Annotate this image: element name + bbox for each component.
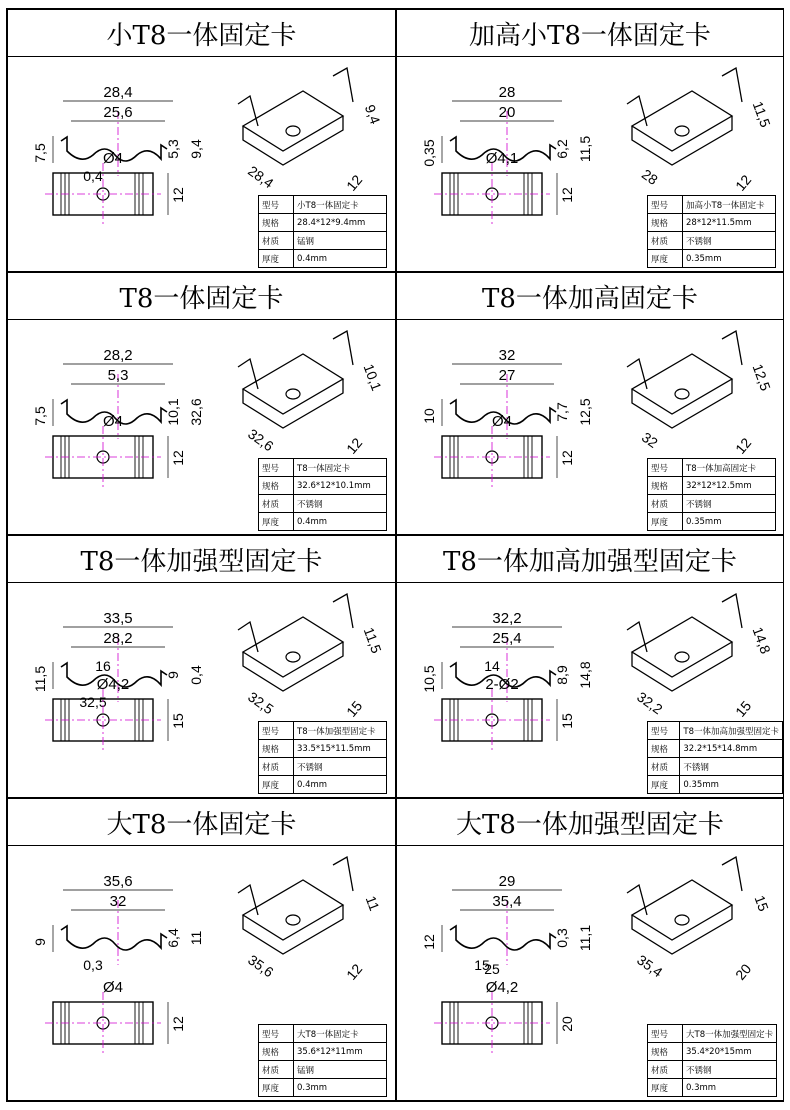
- spec-value: 0.35mm: [683, 250, 776, 268]
- dimension-label: Ø4,2: [485, 979, 519, 996]
- dimension-label: 12: [732, 434, 755, 457]
- clip-profile: [450, 926, 556, 950]
- dimension-label: 32,2: [492, 610, 522, 627]
- dimension-label: 11,5: [32, 665, 48, 693]
- spec-key: 材质: [648, 232, 683, 250]
- spec-value: T8一体加高加强型固定卡: [680, 722, 783, 740]
- clip-isometric: [632, 354, 732, 428]
- spec-row: [259, 740, 387, 758]
- clip-tab: [238, 857, 353, 915]
- clip-tab: [238, 331, 353, 389]
- spec-row: [648, 1043, 777, 1061]
- dimension-label: 12,5: [749, 361, 774, 393]
- clip-isometric: [632, 880, 732, 954]
- dimension-label: 12: [343, 434, 366, 457]
- spec-key: 厚度: [259, 513, 294, 531]
- spec-key: 规格: [648, 214, 683, 232]
- spec-value: T8一体固定卡: [294, 459, 387, 477]
- dimension-label: 6,2: [554, 139, 570, 159]
- dimension-label: 15: [170, 713, 186, 729]
- mounting-hole: [286, 126, 300, 136]
- spec-value: T8一体加高固定卡: [683, 459, 776, 477]
- spec-row: [648, 196, 776, 214]
- spec-row: [648, 1061, 777, 1079]
- dimension-label: 0,4: [188, 665, 204, 685]
- mounting-hole: [286, 389, 300, 399]
- spec-row: [259, 196, 387, 214]
- clip-tab: [238, 68, 353, 126]
- spec-row: [648, 214, 776, 232]
- dimension-label: 32,5: [245, 688, 277, 718]
- dimension-label: 9: [32, 938, 48, 946]
- spec-key: 厚度: [259, 250, 294, 268]
- spec-key: 材质: [259, 758, 294, 776]
- dimension-label: 35,4: [492, 893, 522, 910]
- dimension-label: 12: [170, 1016, 186, 1032]
- spec-value: 小T8一体固定卡: [294, 196, 387, 214]
- spec-key: 型号: [648, 722, 680, 740]
- dimension-label: 20: [559, 1016, 575, 1032]
- spec-key: 材质: [648, 1061, 683, 1079]
- dimension-label: 14,8: [577, 661, 593, 689]
- spec-row: [259, 459, 387, 477]
- dimension-label: 28: [498, 84, 516, 101]
- dimension-label: 11,1: [577, 924, 593, 952]
- spec-key: 规格: [648, 740, 680, 758]
- spec-key: 材质: [259, 495, 294, 513]
- dimension-label: Ø4,1: [485, 150, 519, 167]
- dimension-label: Ø4: [102, 413, 124, 430]
- product-title: T8一体加高固定卡: [397, 273, 783, 320]
- dimension-label: 28: [638, 165, 661, 188]
- spec-row: [259, 250, 387, 268]
- spec-key: 规格: [648, 477, 683, 495]
- product-title: T8一体加高加强型固定卡: [397, 536, 783, 583]
- spec-row: [648, 513, 776, 531]
- spec-row: [648, 1025, 777, 1043]
- dimension-label: 9: [165, 671, 181, 679]
- spec-value: 28.4*12*9.4mm: [294, 214, 387, 232]
- clip-isometric: [243, 617, 343, 691]
- spec-value: 0.4mm: [294, 776, 387, 794]
- dimension-label: 33,5: [103, 610, 133, 627]
- spec-row: [259, 513, 387, 531]
- dimension-label: 12: [421, 934, 437, 950]
- spec-key: 规格: [648, 1043, 683, 1061]
- spec-value: 大T8一体固定卡: [294, 1025, 387, 1043]
- clip-isometric: [632, 617, 732, 691]
- spec-table: [647, 458, 776, 531]
- dimension-label: 12: [559, 450, 575, 466]
- mounting-hole: [675, 126, 689, 136]
- dimension-label: 0,35: [421, 139, 437, 167]
- dimension-label: 28,4: [103, 84, 133, 101]
- spec-row: [259, 232, 387, 250]
- dimension-label: 2-Ø2: [485, 676, 519, 693]
- product-card: [396, 798, 784, 1101]
- dimension-label: 7,5: [32, 143, 48, 163]
- spec-row: [648, 495, 776, 513]
- spec-value: 大T8一体加强型固定卡: [683, 1025, 777, 1043]
- dimension-label: 20: [732, 960, 755, 983]
- dimension-label: 0,3: [554, 928, 570, 948]
- clip-profile: [61, 926, 167, 950]
- spec-value: 33.5*15*11.5mm: [294, 740, 387, 758]
- dimension-label: 7,5: [32, 406, 48, 426]
- dimension-label: 12: [559, 187, 575, 203]
- spec-row: [259, 722, 387, 740]
- spec-row: [259, 477, 387, 495]
- spec-table: [258, 1024, 387, 1097]
- spec-key: 厚度: [648, 250, 683, 268]
- product-title: T8一体固定卡: [8, 273, 395, 320]
- dimension-label: 11,5: [577, 135, 593, 163]
- dimension-label: 29: [498, 873, 516, 890]
- spec-value: 28*12*11.5mm: [683, 214, 776, 232]
- spec-row: [648, 722, 783, 740]
- mounting-hole: [286, 915, 300, 925]
- dimension-label: Ø4: [102, 979, 124, 996]
- dimension-label: 15: [751, 893, 772, 914]
- dimension-label: 25,4: [492, 630, 522, 647]
- spec-key: 规格: [259, 214, 294, 232]
- spec-key: 规格: [259, 1043, 294, 1061]
- spec-row: [648, 776, 783, 794]
- dimension-label: 10,5: [421, 665, 437, 693]
- dimension-label: 10,1: [360, 361, 385, 393]
- spec-value: 0.3mm: [683, 1079, 777, 1097]
- spec-key: 材质: [259, 232, 294, 250]
- dimension-label: 12: [343, 960, 366, 983]
- spec-row: [648, 477, 776, 495]
- dimension-label: 32: [109, 893, 127, 910]
- product-card: [7, 272, 396, 535]
- spec-key: 厚度: [259, 776, 294, 794]
- clip-tab: [627, 68, 742, 126]
- clip-isometric: [243, 91, 343, 165]
- dimension-label: 10,1: [165, 398, 181, 426]
- spec-row: [259, 1043, 387, 1061]
- product-card: [396, 9, 784, 272]
- spec-value: 不锈钢: [683, 1061, 777, 1079]
- dimension-label: 14: [484, 658, 500, 674]
- clip-tab: [627, 857, 742, 915]
- dimension-label: 25,6: [103, 104, 133, 121]
- spec-value: 不锈钢: [680, 758, 783, 776]
- spec-key: 型号: [259, 459, 294, 477]
- spec-value: 0.3mm: [294, 1079, 387, 1097]
- dimension-label: 12: [170, 450, 186, 466]
- dimension-label: 11,5: [360, 625, 385, 656]
- product-card: [7, 798, 396, 1101]
- dimension-label: 12: [170, 187, 186, 203]
- spec-value: 0.35mm: [683, 513, 776, 531]
- dimension-label: 12: [343, 171, 366, 194]
- dimension-label: 35,6: [245, 951, 277, 981]
- spec-row: [259, 214, 387, 232]
- spec-value: 0.35mm: [680, 776, 783, 794]
- spec-value: 32.6*12*10.1mm: [294, 477, 387, 495]
- dimension-label: 27: [498, 367, 516, 384]
- dimension-label: Ø4: [491, 413, 513, 430]
- dimension-label: 9,4: [361, 102, 384, 127]
- dimension-label: 32,2: [634, 688, 666, 718]
- spec-row: [259, 1025, 387, 1043]
- spec-row: [259, 1061, 387, 1079]
- spec-key: 规格: [259, 477, 294, 495]
- product-card: [396, 535, 784, 798]
- dimension-label: 15: [474, 957, 490, 973]
- mounting-hole: [675, 652, 689, 662]
- spec-key: 型号: [648, 196, 683, 214]
- spec-value: 不锈钢: [683, 495, 776, 513]
- product-title: 大T8一体加强型固定卡: [397, 799, 783, 846]
- dimension-label: 28,4: [245, 162, 277, 192]
- spec-value: 锰钢: [294, 1061, 387, 1079]
- spec-key: 型号: [648, 1025, 683, 1043]
- spec-row: [648, 232, 776, 250]
- dimension-label: 12: [732, 171, 755, 194]
- product-title: 小T8一体固定卡: [8, 10, 395, 57]
- dimension-label: 32,5: [79, 694, 107, 710]
- clip-isometric: [243, 880, 343, 954]
- dimension-label: 0,4: [83, 168, 103, 184]
- spec-value: 锰钢: [294, 232, 387, 250]
- spec-key: 厚度: [259, 1079, 294, 1097]
- product-title: T8一体加强型固定卡: [8, 536, 395, 583]
- spec-value: 不锈钢: [294, 758, 387, 776]
- product-card: [7, 535, 396, 798]
- spec-value: 不锈钢: [294, 495, 387, 513]
- dimension-label: 11: [188, 930, 204, 946]
- spec-key: 材质: [648, 495, 683, 513]
- spec-key: 材质: [648, 758, 680, 776]
- spec-key: 型号: [259, 1025, 294, 1043]
- spec-row: [648, 459, 776, 477]
- dimension-label: 32: [638, 428, 661, 451]
- spec-table: [258, 458, 387, 531]
- spec-table: [258, 195, 387, 268]
- spec-key: 型号: [648, 459, 683, 477]
- catalog-sheet: [6, 8, 784, 1102]
- spec-value: 0.4mm: [294, 250, 387, 268]
- dimension-label: 8,9: [554, 665, 570, 685]
- dimension-label: 11,5: [749, 99, 774, 130]
- dimension-label: 11: [362, 893, 383, 913]
- spec-key: 型号: [259, 722, 294, 740]
- dimension-label: 5,3: [165, 139, 181, 159]
- mounting-hole: [675, 389, 689, 399]
- spec-row: [648, 1079, 777, 1097]
- spec-table: [647, 195, 776, 268]
- dimension-label: 9,4: [188, 139, 204, 159]
- spec-row: [648, 758, 783, 776]
- spec-table: [647, 721, 783, 794]
- dimension-label: 35,4: [634, 951, 666, 981]
- clip-isometric: [632, 91, 732, 165]
- dimension-label: 32,6: [245, 425, 277, 455]
- spec-table: [647, 1024, 777, 1097]
- product-card: [396, 272, 784, 535]
- dimension-label: 6,4: [165, 928, 181, 948]
- spec-value: 32.2*15*14.8mm: [680, 740, 783, 758]
- spec-key: 厚度: [648, 513, 683, 531]
- dimension-label: 0,3: [83, 957, 103, 973]
- spec-key: 厚度: [648, 776, 680, 794]
- dimension-label: 25: [484, 961, 500, 977]
- dimension-label: 7,7: [554, 402, 570, 422]
- spec-row: [259, 495, 387, 513]
- clip-tab: [627, 594, 742, 652]
- spec-table: [258, 721, 387, 794]
- spec-value: 0.4mm: [294, 513, 387, 531]
- dimension-label: Ø4: [102, 150, 124, 167]
- dimension-label: 28,2: [103, 630, 133, 647]
- dimension-label: Ø4,2: [96, 676, 130, 693]
- spec-value: 加高小T8一体固定卡: [683, 196, 776, 214]
- dimension-label: 16: [95, 658, 111, 674]
- spec-row: [259, 758, 387, 776]
- product-card: [7, 9, 396, 272]
- dimension-label: 20: [498, 104, 516, 121]
- clip-tab: [238, 594, 353, 652]
- spec-value: 35.6*12*11mm: [294, 1043, 387, 1061]
- dimension-label: 15: [732, 697, 755, 720]
- spec-value: T8一体加强型固定卡: [294, 722, 387, 740]
- clip-tab: [627, 331, 742, 389]
- spec-key: 规格: [259, 740, 294, 758]
- spec-row: [648, 250, 776, 268]
- dimension-label: 15: [343, 697, 366, 720]
- dimension-label: 35,6: [103, 873, 133, 890]
- dimension-label: 5,3: [107, 367, 129, 384]
- dimension-label: 28,2: [103, 347, 133, 364]
- spec-row: [259, 1079, 387, 1097]
- spec-key: 材质: [259, 1061, 294, 1079]
- dimension-label: 12,5: [577, 398, 593, 426]
- product-title: 加高小T8一体固定卡: [397, 10, 783, 57]
- clip-isometric: [243, 354, 343, 428]
- spec-value: 32*12*12.5mm: [683, 477, 776, 495]
- mounting-hole: [286, 652, 300, 662]
- dimension-label: 32,6: [188, 398, 204, 426]
- product-title: 大T8一体固定卡: [8, 799, 395, 846]
- mounting-hole: [675, 915, 689, 925]
- spec-row: [648, 740, 783, 758]
- spec-row: [259, 776, 387, 794]
- spec-key: 型号: [259, 196, 294, 214]
- dimension-label: 32: [498, 347, 516, 364]
- dimension-label: 15: [559, 713, 575, 729]
- dimension-label: 14,8: [749, 624, 774, 656]
- spec-value: 35.4*20*15mm: [683, 1043, 777, 1061]
- spec-key: 厚度: [648, 1079, 683, 1097]
- spec-value: 不锈钢: [683, 232, 776, 250]
- dimension-label: 10: [421, 408, 437, 424]
